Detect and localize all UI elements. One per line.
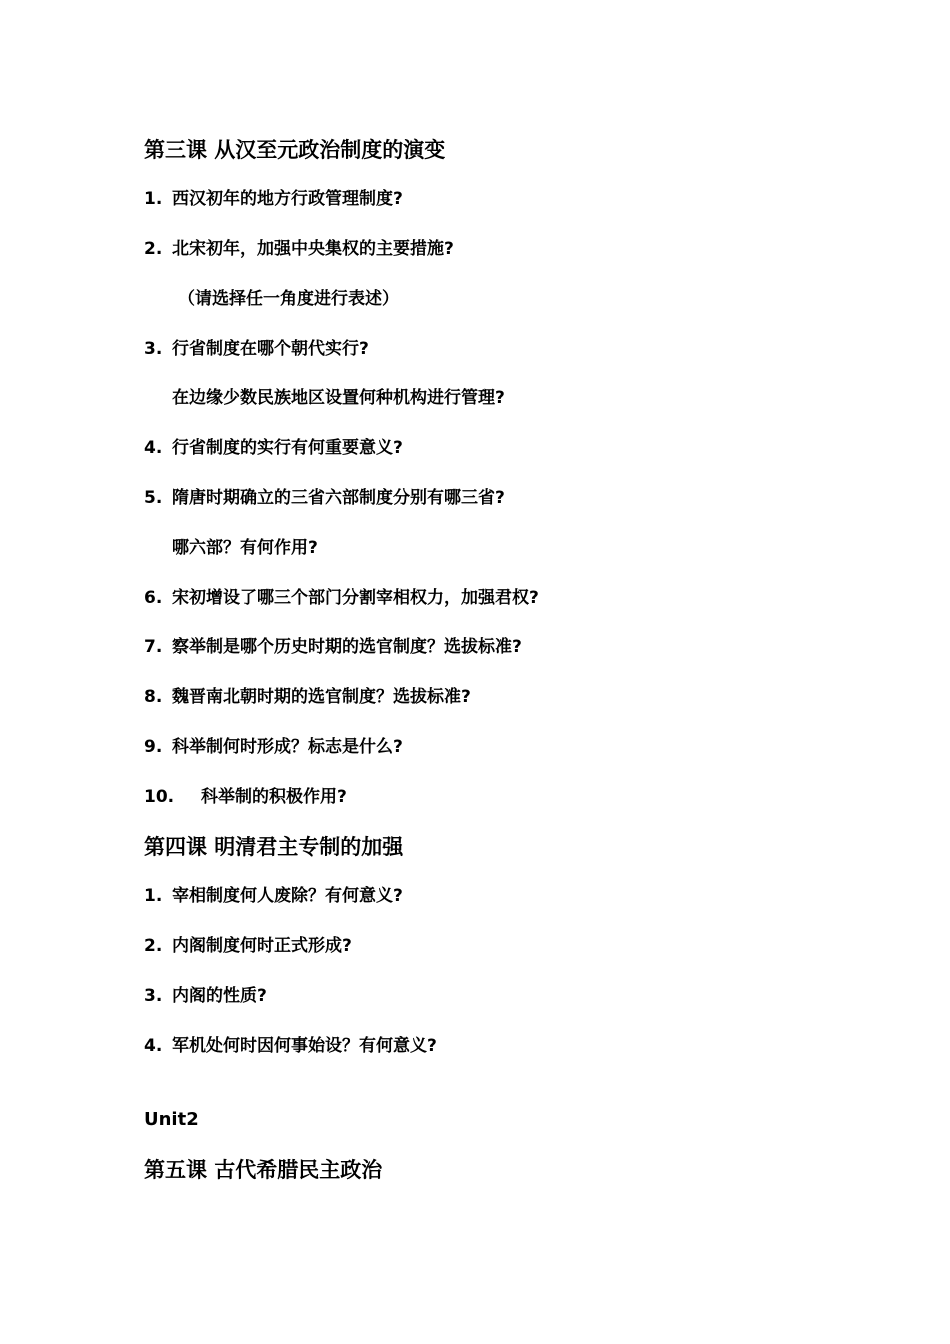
lesson3-question-8: [144, 685, 471, 709]
question-number: 4.: [144, 438, 163, 458]
question-text: 宋初增设了哪三个部门分割宰相权力，加强君权?: [172, 588, 539, 608]
question-text: 军机处何时因何事始设？有何意义?: [172, 1036, 437, 1056]
lesson4-title: 第四课 明清君主专制的加强: [144, 835, 404, 859]
lesson3-question-1: [144, 187, 403, 211]
lesson3-question-3: [144, 337, 369, 361]
question-text: 科举制的积极作用?: [201, 787, 347, 807]
question-text: 内阁制度何时正式形成?: [172, 936, 352, 956]
lesson3-question-9: [144, 735, 403, 759]
question-text: 内阁的性质?: [172, 986, 267, 1006]
lesson4-question-2: [144, 934, 352, 958]
question-text: 察举制是哪个历史时期的选官制度？选拔标准?: [172, 637, 522, 657]
question-text: 魏晋南北朝时期的选官制度？选拔标准?: [172, 687, 471, 707]
lesson3-question-6: [144, 586, 539, 610]
lesson3-question-4: [144, 436, 403, 460]
question-number: 3.: [144, 339, 163, 359]
lesson5-title: 第五课 古代希腊民主政治: [144, 1158, 383, 1182]
lesson3-question-2-note: （请选择任一角度进行表述）: [178, 289, 399, 309]
question-number: 2.: [144, 239, 163, 259]
lesson3-question-5: [144, 486, 505, 510]
lesson4-question-4: [144, 1034, 437, 1058]
unit-label: Unit2: [144, 1109, 199, 1130]
question-number: 1.: [144, 886, 163, 906]
question-text: 北宋初年，加强中央集权的主要措施?: [172, 239, 454, 259]
question-number: 5.: [144, 488, 163, 508]
lesson3-question-3-continuation: 在边缘少数民族地区设置何种机构进行管理?: [172, 388, 505, 408]
question-number: 9.: [144, 737, 163, 757]
question-number: 8.: [144, 687, 163, 707]
lesson3-question-10: [144, 785, 347, 809]
lesson4-question-1: [144, 884, 403, 908]
question-number: 4.: [144, 1036, 163, 1056]
question-text: 行省制度的实行有何重要意义?: [172, 438, 403, 458]
question-number: 3.: [144, 986, 163, 1006]
lesson3-question-7: [144, 635, 522, 659]
question-text: 西汉初年的地方行政管理制度?: [172, 189, 403, 209]
question-text: 宰相制度何人废除？有何意义?: [172, 886, 403, 906]
question-number: 6.: [144, 588, 163, 608]
question-text: 行省制度在哪个朝代实行?: [172, 339, 369, 359]
lesson4-question-3: [144, 984, 267, 1008]
question-number: 7.: [144, 637, 163, 657]
question-number: 2.: [144, 936, 163, 956]
question-text: 隋唐时期确立的三省六部制度分别有哪三省?: [172, 488, 505, 508]
lesson3-question-5-continuation: 哪六部？有何作用?: [172, 538, 318, 558]
lesson3-title: 第三课 从汉至元政治制度的演变: [144, 138, 446, 162]
question-text: 科举制何时形成？标志是什么?: [172, 737, 403, 757]
lesson3-question-2: [144, 237, 454, 261]
question-number: 1.: [144, 189, 163, 209]
question-number: 10.: [144, 787, 175, 807]
